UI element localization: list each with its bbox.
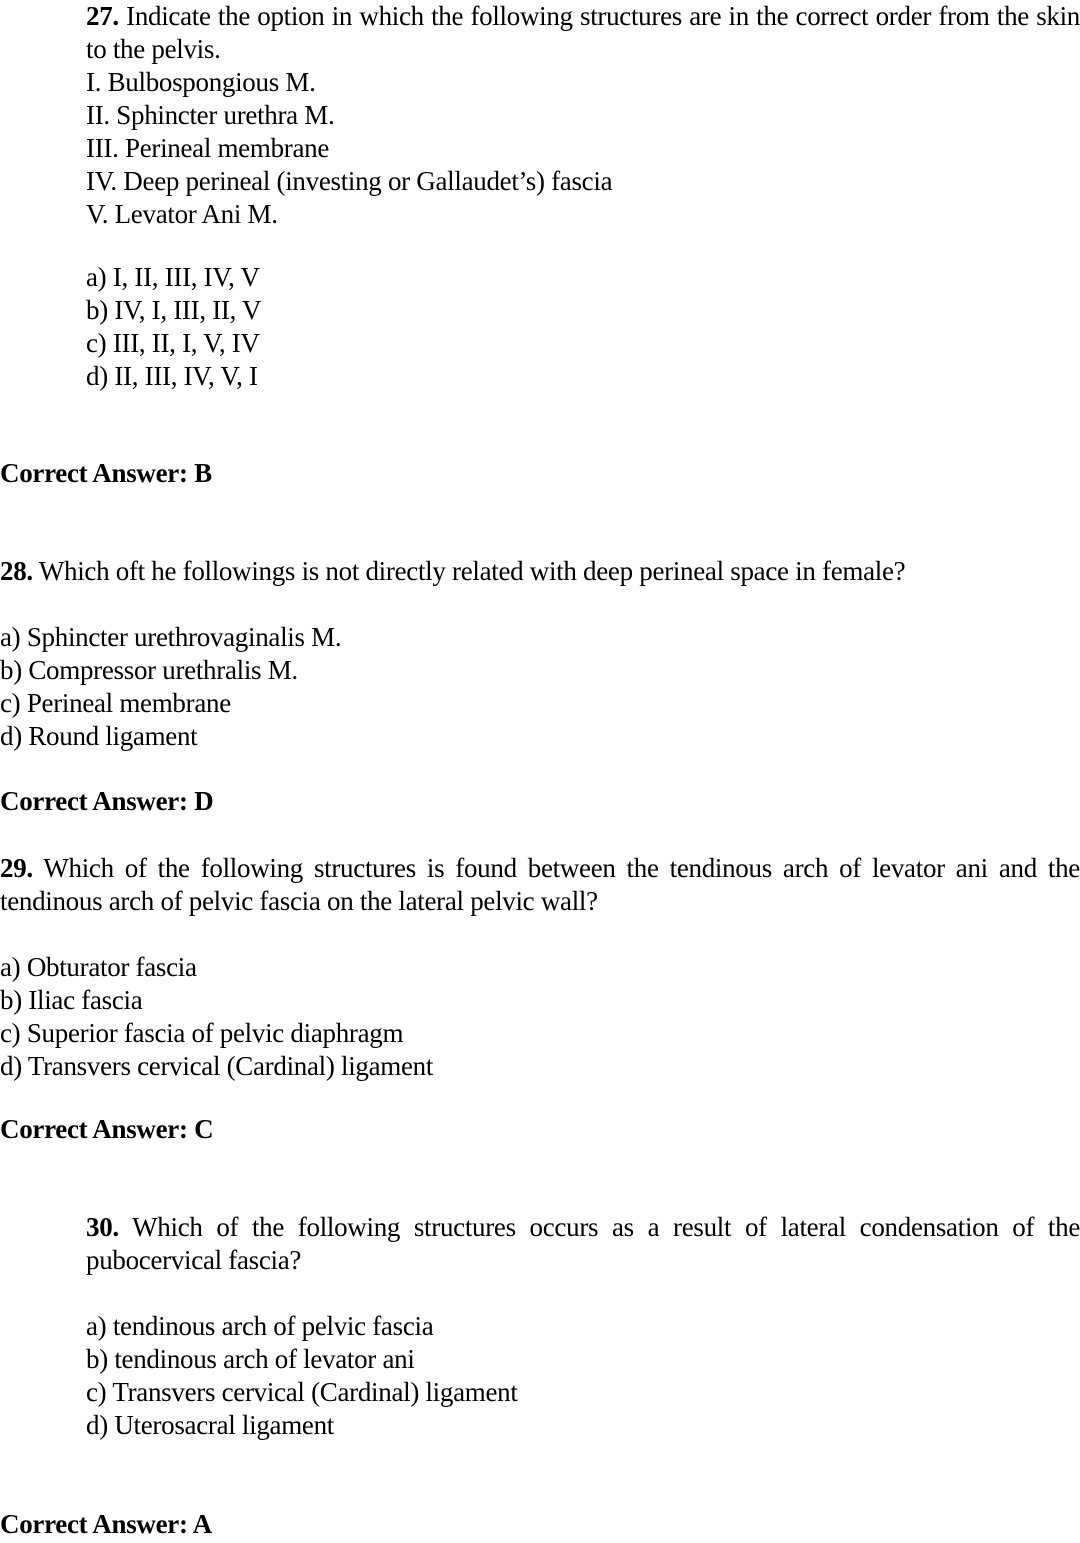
question-29-stem (0, 852, 1080, 918)
question-text: Which of the following structures occurs as a result of lateral condensation of the pubocervical fascia? (86, 1212, 1080, 1275)
option-b: b) Iliac fascia (0, 985, 143, 1015)
question-29 (0, 852, 1080, 1083)
option-a: a) tendinous arch of pelvic fascia (86, 1311, 434, 1341)
option-d: d) II, III, IV, V, I (86, 361, 258, 391)
question-number: 28. (0, 556, 33, 586)
question-number: 29. (0, 853, 33, 883)
correct-answer-28: Correct Answer: D (0, 786, 214, 816)
question-number: 27. (86, 1, 119, 31)
question-text: Which of the following structures is found between the tendinous arch of levator ani and the tendinous arch of pelvic fascia on the lateral pelvic wall? (0, 853, 1080, 916)
option-c: c) Transvers cervical (Cardinal) ligament (86, 1377, 518, 1407)
option-d: d) Uterosacral ligament (86, 1410, 334, 1440)
question-27-stem (86, 0, 1080, 66)
question-30 (86, 1211, 1080, 1442)
option-c: c) Superior fascia of pelvic diaphragm (0, 1018, 404, 1048)
structure-item: I. Bulbospongious M. (86, 67, 316, 97)
option-d: d) Round ligament (0, 721, 198, 751)
option-b: b) tendinous arch of levator ani (86, 1344, 415, 1374)
option-c: c) Perineal membrane (0, 688, 231, 718)
option-b: b) Compressor urethralis M. (0, 655, 298, 685)
structure-item: IV. Deep perineal (investing or Gallaudet’s) fascia (86, 166, 613, 196)
structure-item: II. Sphincter urethra M. (86, 100, 335, 130)
question-number: 30. (86, 1212, 119, 1242)
question-text: Indicate the option in which the following structures are in the correct order from the skin to the pelvis. (86, 1, 1080, 64)
option-list (0, 951, 1080, 1083)
option-a: a) Obturator fascia (0, 952, 197, 982)
option-c: c) III, II, I, V, IV (86, 328, 260, 358)
structure-list (86, 66, 1080, 231)
option-list (86, 1310, 1080, 1442)
correct-answer-27: Correct Answer: B (0, 458, 212, 488)
option-d: d) Transvers cervical (Cardinal) ligament (0, 1051, 434, 1081)
option-list (0, 621, 1080, 753)
structure-item: III. Perineal membrane (86, 133, 330, 163)
option-a: a) Sphincter urethrovaginalis M. (0, 622, 342, 652)
question-28 (0, 555, 1080, 753)
option-b: b) IV, I, III, II, V (86, 295, 262, 325)
option-list (86, 261, 1080, 393)
question-27 (86, 0, 1080, 393)
correct-answer-29: Correct Answer: C (0, 1114, 214, 1144)
question-30-stem (86, 1211, 1080, 1277)
option-a: a) I, II, III, IV, V (86, 262, 260, 292)
correct-answer-30: Correct Answer: A (0, 1509, 212, 1539)
question-28-stem (0, 555, 1080, 588)
structure-item: V. Levator Ani M. (86, 199, 278, 229)
question-text: Which oft he followings is not directly related with deep perineal space in female? (38, 556, 906, 586)
